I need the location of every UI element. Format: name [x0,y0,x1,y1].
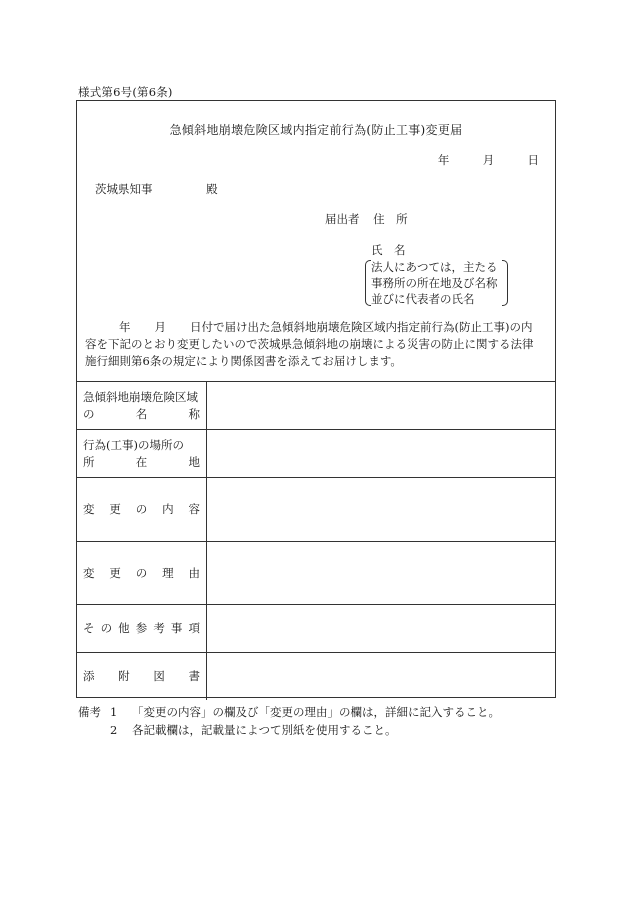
row-label-attached-drawings [77,653,207,700]
label-char: の [135,502,148,516]
remark-text: 「変更の内容」の欄及び「変更の理由」の欄は，詳細に記入すること。 [132,705,500,719]
label-char: 称 [188,406,200,421]
body-text-line: 日付で届け出た急傾斜地崩壊危険区域内指定前行為(防止工事)の内 [190,320,533,334]
table-row [77,605,555,653]
applicant-address [325,211,408,227]
row-label-other-notes [77,605,207,652]
label-char: の [135,565,148,580]
body-month-label: 月 [154,320,166,334]
label-char: の [100,621,113,635]
remark-number: 2 [110,723,118,737]
attached-drawings-field[interactable] [207,653,555,700]
addressee-honorific: 殿 [206,182,218,196]
name-label: 氏 名 [371,243,406,257]
date-month-label: 月 [482,153,495,167]
row-label-location [77,430,207,477]
remark-text: 各記載欄は，記載量によつて別紙を使用すること。 [132,723,397,737]
applicant-name-block [365,242,504,307]
label-char: 在 [135,454,148,469]
body-year-label: 年 [119,320,131,334]
label-char: 更 [109,502,121,516]
table-row [77,382,555,430]
label-char: 考 [153,621,165,635]
label-char: 項 [188,621,200,635]
table-row [77,542,555,605]
label-char: 理 [162,565,174,580]
date-day-label: 日 [527,153,539,167]
table-row [77,653,555,700]
label-char: 容 [188,502,200,516]
addressee [95,181,218,197]
form-title: 急傾斜地崩壊危険区域内指定前行為(防止工事)変更届 [169,123,463,137]
change-content-field[interactable] [207,478,555,541]
details-table [77,381,555,697]
label-char: 書 [188,669,200,683]
area-name-field[interactable] [207,382,555,429]
label-char: 添 [83,669,95,683]
label-char: 図 [153,669,165,683]
label-char: 他 [118,621,130,635]
change-reason-field[interactable] [207,542,555,604]
label-char: 附 [118,669,130,683]
label-char: の [83,406,95,421]
label-char: 内 [162,502,174,516]
applicant-label: 届出者 [325,212,360,226]
location-field[interactable] [207,430,555,477]
label-char: 地 [188,454,200,469]
notification-statement [85,319,547,370]
corporate-note-line: 事務所の所在地及び名称 [371,276,498,290]
body-text-line: 施行細則第6条の規定により関係図書を添えてお届けします。 [85,354,402,368]
corporate-note-line: 法人にあつては，主たる [371,260,498,274]
remarks [78,703,500,739]
label-char: 参 [135,621,148,635]
form-frame [76,100,556,698]
row-label-change-reason [77,542,207,604]
row-label-change-content [77,478,207,541]
address-label: 住 所 [373,212,408,226]
label-char: 変 [83,502,95,516]
remark-number: 1 [110,705,118,719]
addressee-name: 茨城県知事 [95,182,153,196]
other-notes-field[interactable] [207,605,555,652]
remarks-heading: 備考 [78,705,101,719]
label-char: 所 [83,454,95,469]
table-row [77,430,555,478]
form-number: 様式第6号(第6条) [78,85,173,99]
label-char: 名 [135,406,148,421]
corporate-note [365,259,504,307]
table-row [77,478,555,542]
submission-date [438,152,539,168]
row-label-area-name [77,382,207,429]
label-char: 変 [83,565,95,580]
date-year-label: 年 [437,153,450,167]
label-char: 由 [188,565,200,580]
label-char: 事 [170,621,183,635]
label-char: そ [83,621,95,635]
label-line: 急傾斜地崩壊危険区域 [83,389,198,404]
label-line: 行為(工事)の場所の [83,437,184,452]
label-char: 更 [109,565,121,580]
corporate-note-line: 並びに代表者の氏名 [371,292,475,306]
body-text-line: 容を下記のとおり変更したいので茨城県急傾斜地の崩壊による災害の防止に関する法律 [85,337,534,351]
